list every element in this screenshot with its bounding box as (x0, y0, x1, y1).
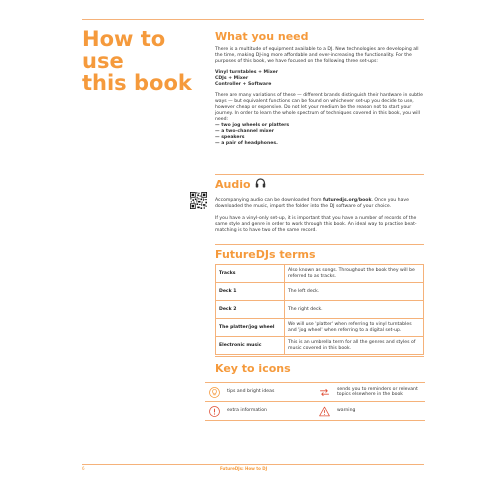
need-4: — a pair of headphones. (215, 141, 278, 146)
setup-3: Controller + Software (215, 82, 272, 87)
icon-key-item (205, 406, 315, 417)
terms-heading: FutureDJs terms (215, 248, 316, 261)
info-icon (209, 406, 220, 417)
need-2: — a two-channel mixer (215, 129, 275, 134)
warning-icon (319, 406, 330, 417)
audio-download-link[interactable]: futuredjs.org/book (323, 198, 372, 203)
icons-row (205, 382, 425, 402)
icon-key-label: tips and bright ideas (227, 389, 275, 395)
setup-1: Vinyl turntables + Mixer (215, 70, 279, 75)
what-you-need-section (215, 30, 423, 147)
icons-rule (215, 356, 424, 357)
definition-cell: This is an umbrella term for all the genres and styles of music covered in this book. (285, 337, 424, 355)
audio-heading (215, 178, 423, 191)
arrows-icon (319, 387, 330, 398)
page-title-line1: How to use (82, 27, 166, 73)
top-rule (82, 19, 424, 20)
terms-section (215, 248, 423, 261)
terms-table (215, 264, 424, 355)
term-cell: Deck 1 (216, 283, 285, 301)
table-row (216, 337, 424, 355)
definition-cell: We will use 'platter' when referring to vinyl turntables and 'jog wheel' when referring to a digital set-up. (285, 319, 424, 337)
need-3: — speakers (215, 135, 245, 140)
what-you-need-body: There are many variations of these — different brands distinguish their hardware in subtle ways — but equivalent functions can be found on whichever set-up you decide to use, however cheap or expensive. Do not let your medium be the reason not to start your journey. In order to learn the whole spectrum of techniques covered in this book, you will need: (215, 93, 423, 122)
lightbulb-icon (209, 387, 220, 398)
setup-2: CDJs + Mixer (215, 76, 249, 81)
page-title (82, 28, 192, 94)
audio-rule (215, 174, 424, 175)
icon-key-label: extra information (227, 408, 267, 414)
page-number: 6 (82, 466, 85, 471)
need-1: — two jog wheels or platters (215, 123, 290, 128)
icon-key-label: warning (337, 408, 356, 414)
icon-key-item (205, 387, 315, 398)
what-you-need-heading: What you need (215, 30, 309, 43)
definition-cell: The right deck. (285, 301, 424, 319)
audio-paragraph-1: Accompanying audio can be downloaded from futuredjs.org/book. Once you have downloaded the music, import the folder into the DJ software of your choice. (215, 198, 409, 209)
table-row (216, 319, 424, 337)
what-you-need-intro: There is a multitude of equipment available to a DJ. New technologies are developing all the time, making DJ-ing more affordable and ever-increasing the functionality. For the purposes of this book, we have focused on the following three set-ups: (215, 47, 419, 64)
term-cell: Electronic music (216, 337, 285, 355)
term-cell: The platter/jog wheel (216, 319, 285, 337)
icon-key-label: sends you to reminders or relevant topics elsewhere in the book (337, 386, 418, 397)
audio-paragraph-2: If you have a vinyl-only set-up, it is important that you have a number of records of the same style and genre in order to work through this book. An ideal way to practise beat-matching is to have two of the same record. (215, 216, 417, 233)
table-row (216, 283, 424, 301)
definition-cell: The left deck. (285, 283, 424, 301)
qr-code-icon[interactable] (190, 192, 207, 209)
footer-rule (82, 464, 424, 465)
icon-key-item (315, 387, 425, 398)
page-title-line2: this book (82, 71, 192, 95)
icons-heading: Key to icons (215, 362, 291, 375)
icon-key-item (315, 406, 425, 417)
term-cell: Deck 2 (216, 301, 285, 319)
table-row (216, 301, 424, 319)
icons-section (215, 362, 423, 375)
page-footer (82, 466, 424, 474)
headphones-icon (255, 178, 266, 191)
terms-rule (215, 244, 424, 245)
icons-key-list (205, 382, 425, 421)
definition-cell: Also known as songs. Throughout the book they will be referred to as tracks. (285, 265, 424, 283)
icons-row (205, 402, 425, 421)
running-title: FutureDJs: How to DJ (220, 466, 268, 471)
table-row (216, 265, 424, 283)
term-cell: Tracks (216, 265, 285, 283)
audio-heading-text: Audio (215, 178, 251, 191)
audio-section (215, 178, 423, 234)
